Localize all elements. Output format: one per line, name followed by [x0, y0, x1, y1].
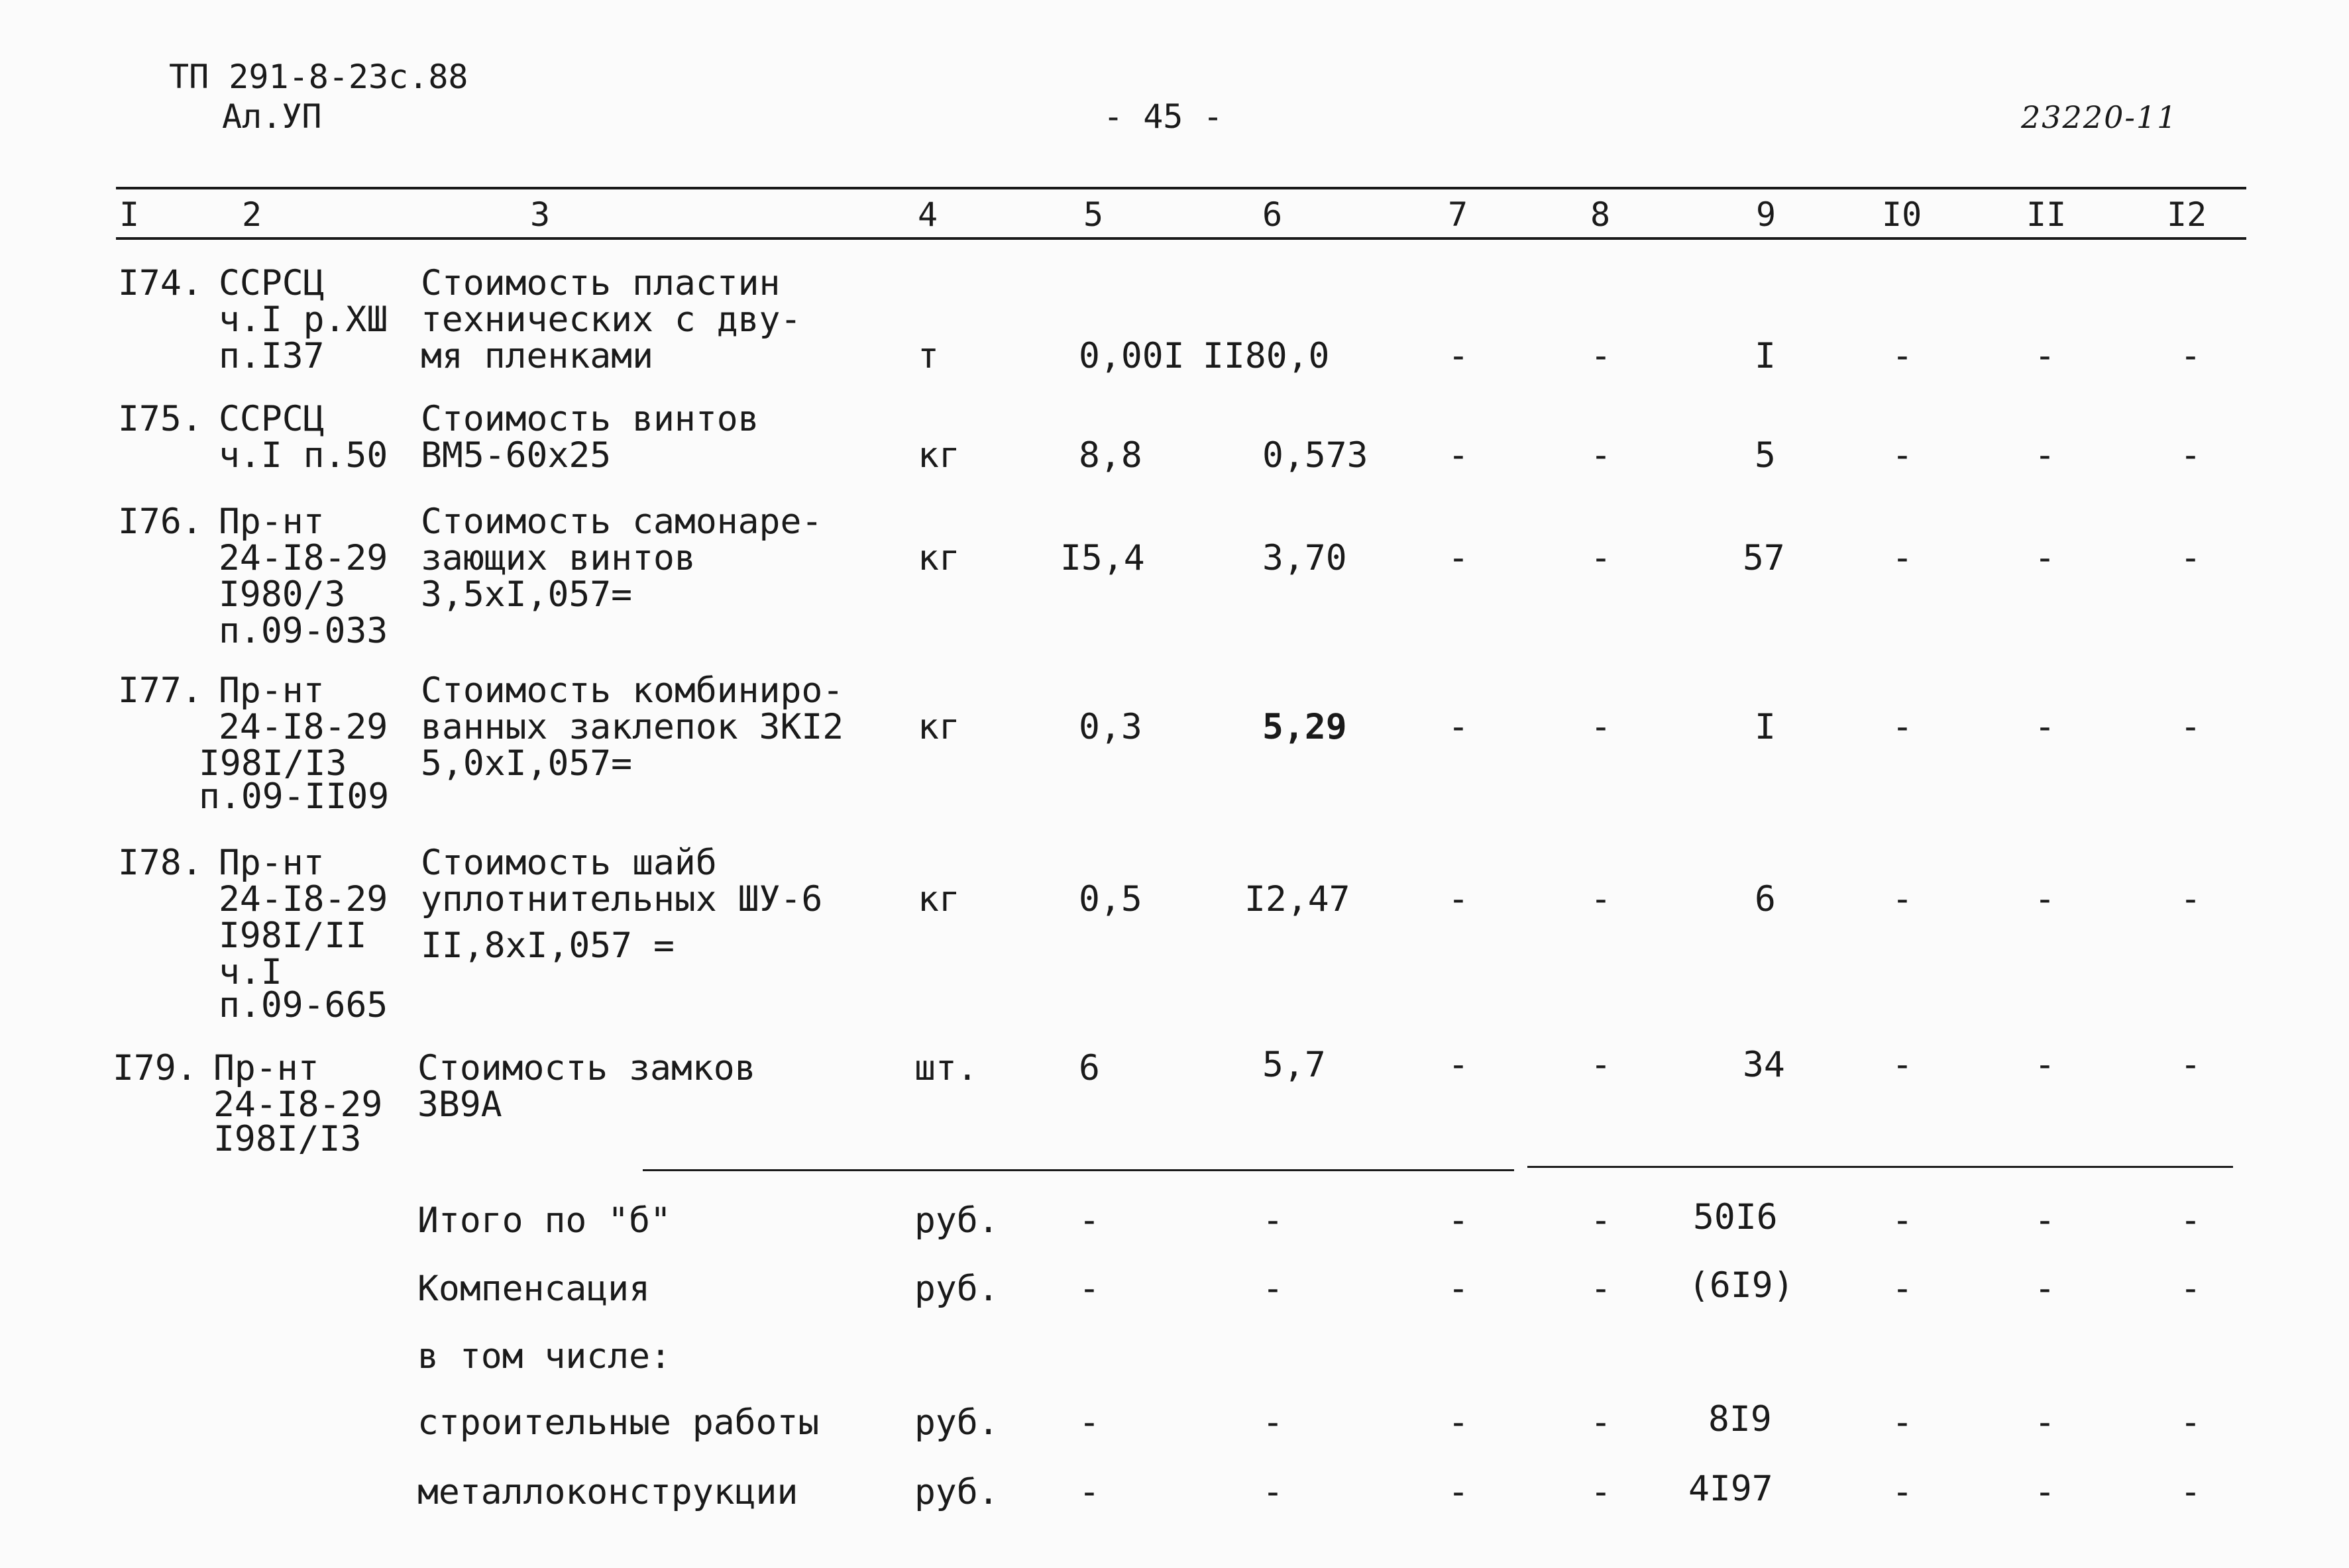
- source-reference: ч.I п.50: [219, 435, 388, 476]
- cell-col7: -: [1448, 435, 1469, 476]
- item-description: ВМ5-60х25: [421, 435, 612, 476]
- item-description: мя пленками: [421, 336, 653, 376]
- total-label: металлоконструкции: [417, 1472, 798, 1512]
- row-number: I79.: [113, 1048, 197, 1088]
- cell-col5: -: [1079, 1200, 1100, 1241]
- page-number: - 45 -: [1103, 97, 1223, 136]
- quantity: 0,00I: [1079, 336, 1185, 376]
- cell-col11: -: [2034, 707, 2055, 747]
- cell-col8: -: [1590, 1200, 1612, 1241]
- quantity: 0,3: [1079, 707, 1142, 747]
- source-reference: I98I/I3: [199, 743, 347, 784]
- cell-col11: -: [2034, 538, 2055, 578]
- source-reference: Пр-нт: [219, 670, 325, 711]
- source-reference: I98I/I3: [213, 1119, 362, 1159]
- cell-col11: -: [2034, 879, 2055, 919]
- cell-col12: -: [2180, 1045, 2201, 1085]
- total-label: Итого по "б": [417, 1200, 671, 1241]
- total-cost: I: [1755, 707, 1776, 747]
- cell-col8: -: [1590, 1269, 1612, 1309]
- cell-col7: -: [1448, 1045, 1469, 1085]
- source-reference: ч.I: [219, 952, 282, 992]
- cell-col12: -: [2180, 336, 2201, 376]
- cell-col8: -: [1590, 1402, 1612, 1443]
- cell-col7: -: [1448, 336, 1469, 376]
- total-cost: 5: [1755, 435, 1776, 476]
- row-number: I78.: [118, 843, 203, 883]
- unit-of-measure: кг: [918, 707, 960, 747]
- cell-col10: -: [1892, 1200, 1913, 1241]
- row-number: I77.: [118, 670, 203, 711]
- cell-col7: -: [1448, 538, 1469, 578]
- cell-col8: -: [1590, 1045, 1612, 1085]
- column-number: 3: [530, 195, 551, 234]
- cell-col10: -: [1892, 435, 1913, 476]
- cell-col12: -: [2180, 435, 2201, 476]
- cell-col10: -: [1892, 1045, 1913, 1085]
- column-number: I: [119, 195, 140, 234]
- cell-col6: -: [1262, 1200, 1284, 1241]
- cell-col11: -: [2034, 1472, 2055, 1512]
- cell-col11: -: [2034, 1269, 2055, 1309]
- row-number: I74.: [118, 263, 203, 303]
- source-reference: ч.I р.XШ: [219, 299, 388, 340]
- cell-col8: -: [1590, 435, 1612, 476]
- source-reference: 24-I8-29: [219, 707, 388, 747]
- row-number: I76.: [118, 501, 203, 542]
- item-description: ЗВ9А: [417, 1084, 502, 1125]
- cell-col7: -: [1448, 879, 1469, 919]
- source-reference: Пр-нт: [219, 843, 325, 883]
- cell-col10: -: [1892, 538, 1913, 578]
- total-cost: 34: [1743, 1045, 1785, 1085]
- cell-col12: -: [2180, 1402, 2201, 1443]
- cell-col12: -: [2180, 707, 2201, 747]
- total-cost: I: [1755, 336, 1776, 376]
- column-number: 8: [1590, 195, 1611, 234]
- column-number: I2: [2167, 195, 2207, 234]
- source-reference: 24-I8-29: [219, 879, 388, 919]
- cell-col12: -: [2180, 1200, 2201, 1241]
- cell-col8: -: [1590, 336, 1612, 376]
- handwritten-inventory-note: 23220-11: [2021, 99, 2178, 135]
- source-reference: ССРСЦ: [219, 263, 325, 303]
- cell-col6: -: [1262, 1269, 1284, 1309]
- unit-of-measure: т: [918, 336, 939, 376]
- unit-of-measure: кг: [918, 538, 960, 578]
- cell-col10: -: [1892, 879, 1913, 919]
- item-description: ванных заклепок ЗКI2: [421, 707, 844, 747]
- unit-of-measure: руб.: [914, 1472, 999, 1512]
- item-description: 3,5хI,057=: [421, 574, 633, 615]
- unit-price: 3,70: [1262, 538, 1347, 578]
- item-description: зающих винтов: [421, 538, 696, 578]
- unit-of-measure: кг: [918, 435, 960, 476]
- cell-col5: -: [1079, 1472, 1100, 1512]
- cell-col8: -: [1590, 1472, 1612, 1512]
- quantity: 8,8: [1079, 435, 1142, 476]
- item-description: Стоимость винтов: [421, 399, 759, 439]
- total-cost: 6: [1755, 879, 1776, 919]
- table-header-rule: [116, 237, 2246, 240]
- cell-col10: -: [1892, 336, 1913, 376]
- total-cost: 4I97: [1688, 1469, 1773, 1509]
- total-cost: 50I6: [1693, 1197, 1778, 1237]
- item-description: Стоимость пластин: [421, 263, 781, 303]
- cell-col7: -: [1448, 1200, 1469, 1241]
- unit-of-measure: руб.: [914, 1269, 999, 1309]
- total-cost: 57: [1743, 538, 1785, 578]
- column-number: I0: [1882, 195, 1922, 234]
- unit-of-measure: руб.: [914, 1402, 999, 1443]
- quantity: 0,5: [1079, 879, 1142, 919]
- totals-separator-rule: [643, 1169, 1514, 1171]
- cell-col10: -: [1892, 1402, 1913, 1443]
- unit-price: I2,47: [1244, 879, 1350, 919]
- album-number: Ал.УП: [222, 97, 322, 136]
- item-description: технических с дву-: [421, 299, 802, 340]
- table-top-rule: [116, 187, 2246, 189]
- row-number: I75.: [118, 399, 203, 439]
- cell-col7: -: [1448, 1472, 1469, 1512]
- source-reference: п.09-II09: [199, 776, 390, 817]
- cell-col8: -: [1590, 879, 1612, 919]
- subtotal-heading: в том числе:: [417, 1336, 671, 1377]
- total-label: строительные работы: [417, 1402, 820, 1443]
- total-cost: (6I9): [1688, 1265, 1794, 1306]
- cell-col11: -: [2034, 336, 2055, 376]
- source-reference: I98I/II: [219, 915, 367, 956]
- source-reference: 24-I8-29: [219, 538, 388, 578]
- cell-col6: -: [1262, 1472, 1284, 1512]
- cell-col7: -: [1448, 1402, 1469, 1443]
- unit-of-measure: руб.: [914, 1200, 999, 1241]
- cell-col12: -: [2180, 1269, 2201, 1309]
- item-description: уплотнительных ШУ-6: [421, 879, 823, 919]
- column-number: II: [2026, 195, 2067, 234]
- cell-col10: -: [1892, 1472, 1913, 1512]
- column-number: 2: [242, 195, 262, 234]
- item-description: II,8хI,057 =: [421, 925, 675, 966]
- source-reference: п.I37: [219, 336, 325, 376]
- unit-price: 0,573: [1262, 435, 1368, 476]
- unit-price: II80,0: [1203, 336, 1330, 376]
- item-description: Стоимость самонаре-: [421, 501, 823, 542]
- cell-col8: -: [1590, 538, 1612, 578]
- cell-col11: -: [2034, 435, 2055, 476]
- cell-col11: -: [2034, 1402, 2055, 1443]
- total-cost: 8I9: [1708, 1399, 1772, 1439]
- cell-col11: -: [2034, 1045, 2055, 1085]
- cell-col5: -: [1079, 1402, 1100, 1443]
- quantity: I5,4: [1060, 538, 1145, 578]
- cell-col7: -: [1448, 1269, 1469, 1309]
- quantity: 6: [1079, 1048, 1100, 1088]
- column-number: 4: [918, 195, 938, 234]
- cell-col8: -: [1590, 707, 1612, 747]
- column-number: 6: [1262, 195, 1283, 234]
- item-description: 5,0хI,057=: [421, 743, 633, 784]
- item-description: Стоимость комбиниро-: [421, 670, 844, 711]
- cell-col7: -: [1448, 707, 1469, 747]
- cell-col5: -: [1079, 1269, 1100, 1309]
- column-number: 5: [1083, 195, 1104, 234]
- cell-col6: -: [1262, 1402, 1284, 1443]
- source-reference: 24-I8-29: [213, 1084, 383, 1125]
- cell-col10: -: [1892, 1269, 1913, 1309]
- source-reference: п.09-665: [219, 985, 388, 1025]
- cell-col12: -: [2180, 1472, 2201, 1512]
- unit-price: 5,29: [1262, 707, 1347, 747]
- cell-col12: -: [2180, 538, 2201, 578]
- source-reference: Пр-нт: [219, 501, 325, 542]
- document-code: ТП 291-8-23с.88: [169, 58, 468, 96]
- item-description: Стоимость шайб: [421, 843, 717, 883]
- cell-col11: -: [2034, 1200, 2055, 1241]
- source-reference: Пр-нт: [213, 1048, 319, 1088]
- source-reference: п.09-033: [219, 611, 388, 651]
- column-number: 9: [1756, 195, 1776, 234]
- unit-of-measure: шт.: [914, 1048, 978, 1088]
- totals-separator-rule: [1527, 1166, 2233, 1168]
- item-description: Стоимость замков: [417, 1048, 756, 1088]
- total-label: Компенсация: [417, 1269, 650, 1309]
- cell-col10: -: [1892, 707, 1913, 747]
- unit-of-measure: кг: [918, 879, 960, 919]
- unit-price: 5,7: [1262, 1045, 1326, 1085]
- cell-col12: -: [2180, 879, 2201, 919]
- source-reference: I980/3: [219, 574, 346, 615]
- source-reference: ССРСЦ: [219, 399, 325, 439]
- column-number: 7: [1448, 195, 1468, 234]
